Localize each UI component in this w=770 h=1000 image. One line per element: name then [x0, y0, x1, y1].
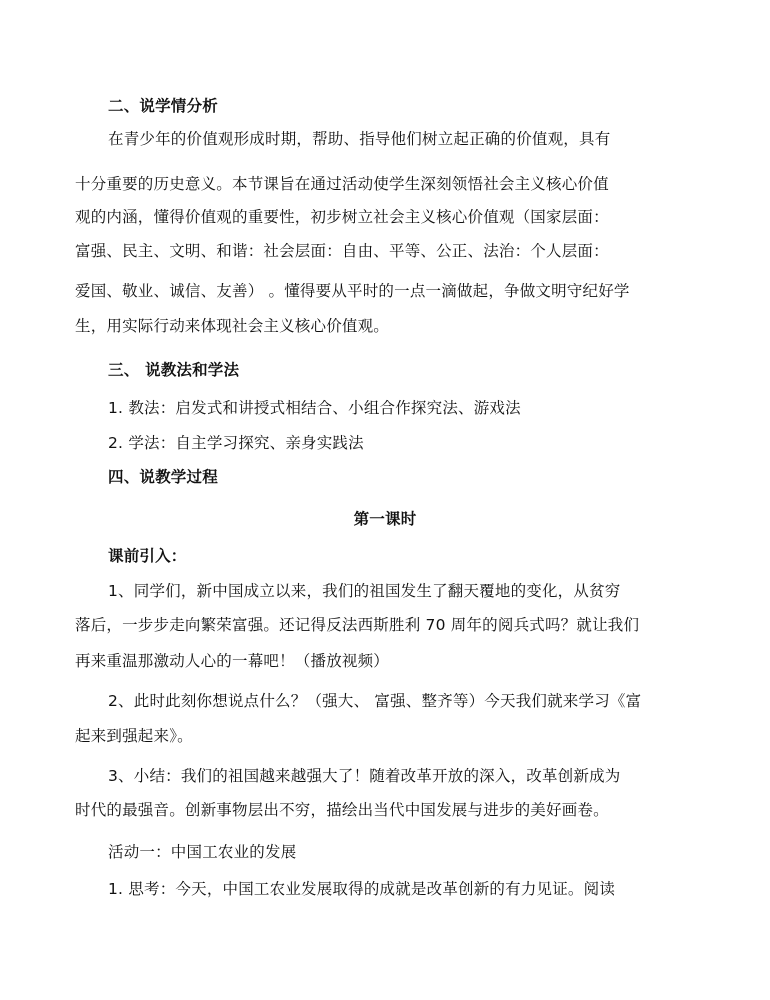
paragraph-line: 再来重温那激动人心的一幕吧！（播放视频） [75, 652, 390, 670]
paragraph-line: 起来到强起来》。 [75, 727, 193, 745]
paragraph-line: 落后，一步步走向繁荣富强。还记得反法西斯胜利 70 周年的阅兵式吗？就让我们 [75, 616, 640, 634]
list-item: 1. 教法：启发式和讲授式相结合、小组合作探究法、游戏法 [108, 399, 521, 417]
paragraph-line: 3、小结：我们的祖国越来越强大了！随着改革开放的深入，改革创新成为 [108, 767, 621, 785]
intro-label: 课前引入： [108, 547, 187, 565]
paragraph-line: 1. 思考：今天，中国工农业发展取得的成就是改革创新的有力见证。阅读 [108, 880, 616, 898]
section-heading-methods: 三、 说教法和学法 [108, 361, 240, 379]
section-heading-learning-analysis: 二、说学情分析 [108, 97, 218, 115]
paragraph-line: 生，用实际行动来体现社会主义核心价值观。 [75, 317, 390, 335]
paragraph-line: 十分重要的历史意义。本节课旨在通过活动使学生深刻领悟社会主义核心价值 [75, 175, 609, 193]
paragraph-line: 2、此时此刻你想说点什么？（强大、 富强、整齐等）今天我们就来学习《富 [108, 692, 642, 710]
paragraph-line: 爱国、敬业、诚信、友善） 。懂得要从平时的一点一滴做起，争做文明守纪好学 [75, 282, 630, 300]
paragraph-line: 在青少年的价值观形成时期，帮助、指导他们树立起正确的价值观，具有 [108, 130, 611, 148]
paragraph-line: 时代的最强音。创新事物层出不穷，描绘出当代中国发展与进步的美好画卷。 [75, 801, 609, 819]
section-heading-teaching-process: 四、说教学过程 [108, 468, 218, 486]
paragraph-line: 观的内涵，懂得价值观的重要性，初步树立社会主义核心价值观（国家层面： [75, 208, 609, 226]
activity-heading: 活动一：中国工农业的发展 [108, 843, 297, 861]
paragraph-line: 1、同学们，新中国成立以来，我们的祖国发生了翻天覆地的变化，从贫穷 [108, 582, 621, 600]
lesson-title: 第一课时 [353, 510, 417, 528]
paragraph-line: 富强、民主、文明、和谐：社会层面：自由、平等、公正、法治：个人层面： [75, 242, 609, 260]
list-item: 2. 学法：自主学习探究、亲身实践法 [108, 434, 364, 452]
